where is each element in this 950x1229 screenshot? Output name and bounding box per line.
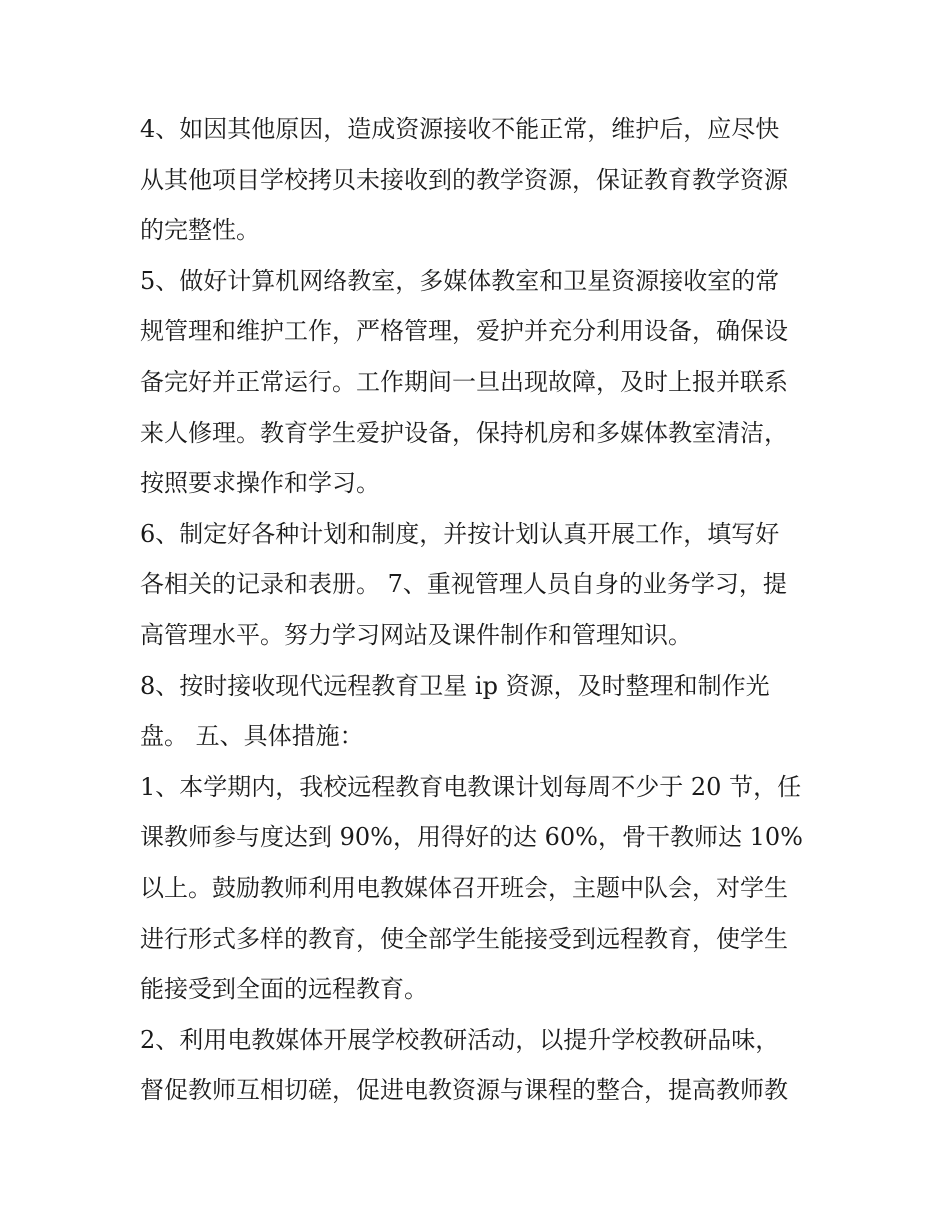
text-line: 盘。 五、具体措施： (140, 722, 364, 751)
text-line: 督促教师互相切磋，促进电教资源与课程的整合，提高教师教 (140, 1076, 788, 1105)
text-line: 8、按时接收现代远程教育卫星 ip 资源，及时整理和制作光 (140, 671, 770, 700)
text-line: 能接受到全面的远程教育。 (140, 975, 428, 1004)
text-line: 5、做好计算机网络教室，多媒体教室和卫星资源接收室的常 (140, 266, 780, 295)
text-line: 按照要求操作和学习。 (140, 469, 380, 498)
text-line: 来人修理。教育学生爱护设备，保持机房和多媒体教室清洁， (140, 418, 788, 447)
text-line: 1、本学期内，我校远程教育电教课计划每周不少于 20 节，任 (140, 772, 802, 801)
text-line: 从其他项目学校拷贝未接收到的教学资源，保证教育教学资源 (140, 165, 788, 194)
text-line: 6、制定好各种计划和制度，并按计划认真开展工作，填写好 (140, 519, 780, 548)
text-line: 2、利用电教媒体开展学校教研活动，以提升学校教研品味， (140, 1025, 780, 1054)
text-line: 各相关的记录和表册。 7、重视管理人员自身的业务学习，提 (140, 570, 787, 599)
text-line: 的完整性。 (140, 216, 260, 245)
text-line: 备完好并正常运行。工作期间一旦出现故障，及时上报并联系 (140, 367, 788, 396)
text-line: 规管理和维护工作，严格管理，爱护并充分利用设备，确保设 (140, 317, 788, 346)
text-line: 课教师参与度达到 90%，用得好的达 60%，骨干教师达 10% (140, 823, 803, 852)
document-body (140, 104, 820, 1116)
text-line: 高管理水平。努力学习网站及课件制作和管理知识。 (140, 620, 692, 649)
text-line: 4、如因其他原因，造成资源接收不能正常，维护后，应尽快 (140, 115, 780, 143)
text-line: 以上。鼓励教师利用电教媒体召开班会，主题中队会，对学生 (140, 873, 788, 902)
text-line: 进行形式多样的教育，使全部学生能接受到远程教育，使学生 (140, 924, 788, 953)
